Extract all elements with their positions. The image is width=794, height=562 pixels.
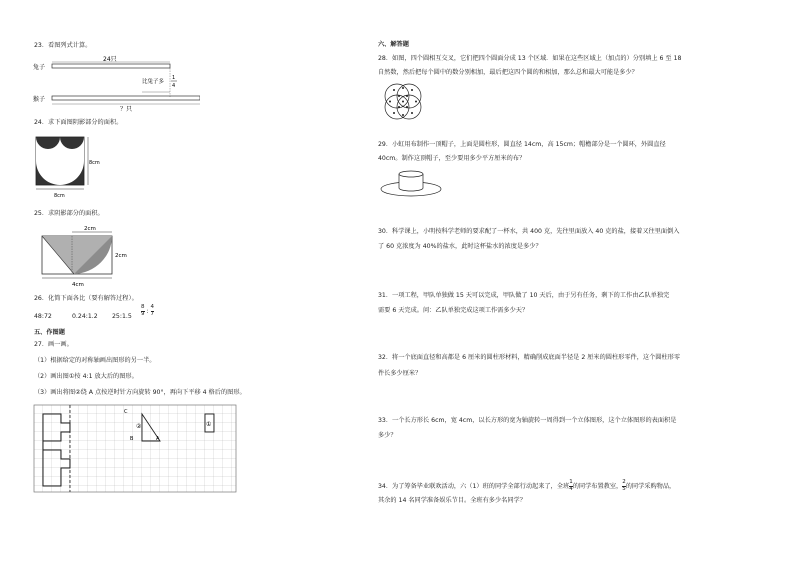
- q29-line-1: 29．小虹用布制作一顶帽子，上面是圆柱形，圆直径 14cm，高 15cm；帽檐部分是一个圆环，外圆直径: [378, 141, 666, 148]
- q24-title: 24．求下面图阴影部分的面积。: [34, 119, 123, 126]
- q27-label-1: ①: [206, 421, 212, 428]
- q28-line-1: 28．如图，四个圆相互交叉，它们把四个圆面分成 13 个区域．如果在这些区域上（加点的）分别填上 6 至 18: [378, 55, 682, 62]
- q27-title: 27．画一画。: [34, 341, 73, 348]
- q29-hat-figure: [378, 168, 448, 202]
- q25-figure: [30, 221, 140, 291]
- section-6-heading: 六、解答题: [378, 41, 409, 48]
- more-num: 1: [172, 75, 176, 81]
- monkey-count: ？只: [120, 106, 133, 112]
- q32-line-1: 32．将一个底面直径和高都是 6 厘米的圆柱形材料，精确削成底面半径是 2 厘米的圆柱形零件，这个圆柱形零: [378, 354, 681, 361]
- q23-segment-diagram: [30, 52, 200, 112]
- rabbit-label: 兔子: [33, 64, 46, 71]
- q24-figure: [30, 131, 110, 201]
- q34-line-2: 其余的 14 名同学准备娱乐节目。全班有多少名同学？: [378, 497, 526, 504]
- q27-step-1: （1）根据给定的对称轴画出图形的另一半。: [34, 357, 156, 364]
- q29-top: [399, 171, 423, 177]
- q34-line-1: 34．为了筹备毕业联欢活动，六（1）班的同学全部行动起来了，全班 $\frac{1}{4}$ 的同学布置教室， $\frac{2}{5}$ 的同学采购物品，: [378, 479, 676, 492]
- q25-title: 25．求阴影部分的面积。: [34, 210, 104, 217]
- q29-line-2: 40cm。制作这顶帽子，至少要用多少平方厘米的布？: [378, 155, 526, 162]
- q27-grid: [33, 404, 238, 494]
- q33-line-2: 多少？: [378, 432, 397, 439]
- q28-line-2: 自然数，然后把每个圆中的数分别相加，最后把这四个圆的和相加，那么总和最大可能是多少？: [378, 69, 638, 76]
- more-den: 4: [172, 83, 176, 89]
- q30-line-2: 了 60 克浓度为 40%的盐水，此时这杯盐水的浓度是多少？: [378, 243, 542, 250]
- q30-line-1: 30．科学课上，小明按科学老师的要求配了一杯水，共 400 克，先往里面放入 40 克的盐，接着又往里面倒入: [378, 228, 680, 235]
- q25-bottom-label: 4cm: [72, 282, 84, 288]
- q24-height: 8cm: [89, 160, 100, 166]
- q25-side-label: 2cm: [115, 253, 127, 259]
- q32-line-2: 件长多少厘米？: [378, 370, 422, 377]
- q31-line-2: 需要 6 天完成。问：乙队单独完成这项工作需多少天？: [378, 307, 529, 314]
- more-label: 比兔子多: [142, 79, 165, 85]
- q33-line-1: 33．一个长方形长 6cm，宽 4cm，以长方形的宽为轴旋转一周得到一个立体图形，这个立体图形的表面积是: [378, 417, 677, 424]
- monkey-bar: [52, 96, 200, 100]
- rabbit-count: 24只: [103, 56, 117, 63]
- q26-ratio-1: 48:72: [34, 313, 52, 320]
- q24-width: 8cm: [54, 193, 65, 199]
- q26-ratio-3: 25:1.5: [112, 313, 132, 320]
- section-5-heading: 五、作图题: [34, 329, 65, 336]
- q31-line-1: 31．一项工程，甲队单独做 15 天可以完成，甲队做了 10 天后，由于另有任务，剩下的工作由乙队单独完: [378, 292, 670, 299]
- q27-label-b: B: [130, 436, 134, 442]
- q27-label-2: ②: [136, 423, 142, 430]
- q27-label-a: A: [156, 436, 160, 442]
- q27-step-2: （2）画出图①按 4:1 放大后的图形。: [34, 373, 138, 380]
- monkey-label: 猴子: [33, 96, 46, 103]
- q28-four-circles: [378, 81, 430, 123]
- q26-ratio-4: $\frac{8}{9}$ : $\frac{4}{7}$: [141, 304, 155, 317]
- q25-top-label: 2cm: [84, 226, 96, 232]
- q23-title: 23．看图列式计算。: [34, 42, 92, 49]
- q27-step-3: （3）画出将图②绕 A 点按逆时针方向旋转 90°，再向下平移 4 格后的图形。: [34, 389, 246, 396]
- rabbit-bar: [52, 64, 170, 68]
- q27-label-c: C: [124, 409, 128, 415]
- q26-title: 26．化简下面各比（要有解答过程）。: [34, 295, 138, 302]
- q26-ratio-2: 0.24:1.2: [72, 313, 98, 320]
